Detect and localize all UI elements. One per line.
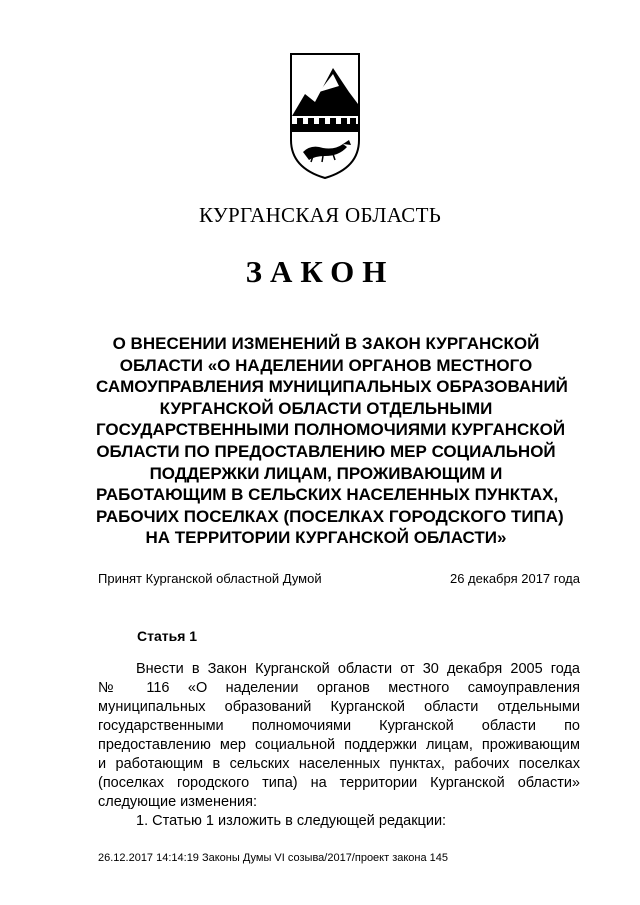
- law-title: [96, 333, 568, 549]
- article-line: и работающим в сельских населенных пунктах, рабочих поселках: [98, 756, 580, 772]
- article-line: муниципальных образований Курганской области отдельными: [98, 699, 580, 715]
- article-heading: Статья 1: [137, 628, 198, 644]
- article-body: [98, 660, 580, 831]
- law-title-line: КУРГАНСКОЙ ОБЛАСТИ ОТДЕЛЬНЫМИ: [159, 398, 493, 418]
- article-line: Внести в Закон Курганской области от 30 декабря 2005 года: [136, 661, 580, 677]
- article-item: 1. Статью 1 изложить в следующей редакции:: [136, 813, 447, 829]
- law-title-line: РАБОТАЮЩИМ В СЕЛЬСКИХ НАСЕЛЕННЫХ ПУНКТАХ,: [96, 485, 559, 505]
- footer-stamp: 26.12.2017 14:14:19 Законы Думы VI созыва/2017/проект закона 145: [98, 852, 449, 864]
- law-title-line: НА ТЕРРИТОРИИ КУРГАНСКОЙ ОБЛАСТИ»: [145, 528, 507, 548]
- adoption-line: [98, 571, 580, 586]
- article-line: (поселках городского типа) на территории Курганской области»: [98, 775, 580, 791]
- adoption-date: 26 декабря 2017 года: [449, 571, 580, 586]
- article-line: следующие изменения:: [98, 794, 258, 810]
- adopted-by: Принят Курганской областной Думой: [98, 571, 322, 586]
- law-title-line: САМОУПРАВЛЕНИЯ МУНИЦИПАЛЬНЫХ ОБРАЗОВАНИЙ: [96, 377, 568, 397]
- law-title-line: ГОСУДАРСТВЕННЫМИ ПОЛНОМОЧИЯМИ КУРГАНСКОЙ: [96, 420, 566, 440]
- law-title-line: ОБЛАСТИ ПО ПРЕДОСТАВЛЕНИЮ МЕР СОЦИАЛЬНОЙ: [96, 441, 556, 461]
- law-title-line: О ВНЕСЕНИИ ИЗМЕНЕНИЙ В ЗАКОН КУРГАНСКОЙ: [112, 334, 540, 353]
- region-name: КУРГАНСКАЯ ОБЛАСТЬ: [198, 203, 442, 227]
- law-title-line: РАБОЧИХ ПОСЕЛКАХ (ПОСЕЛКАХ ГОРОДСКОГО ТИПА): [96, 506, 564, 526]
- law-title-line: ОБЛАСТИ «О НАДЕЛЕНИИ ОРГАНОВ МЕСТНОГО: [119, 355, 533, 375]
- article-line: предоставлению мер социальной поддержки лицам, проживающим: [98, 737, 580, 753]
- article-line: государственными полномочиями Курганской области по: [98, 718, 580, 734]
- article-line: № 116 «О наделении органов местного самоуправления: [98, 680, 580, 696]
- coat-of-arms-icon: [289, 52, 361, 180]
- law-title-line: ПОДДЕРЖКИ ЛИЦАМ, ПРОЖИВАЮЩИМ И: [149, 463, 503, 483]
- document-type-heading: ЗАКОН: [245, 254, 395, 289]
- coat-of-arms-drawing: [289, 52, 361, 180]
